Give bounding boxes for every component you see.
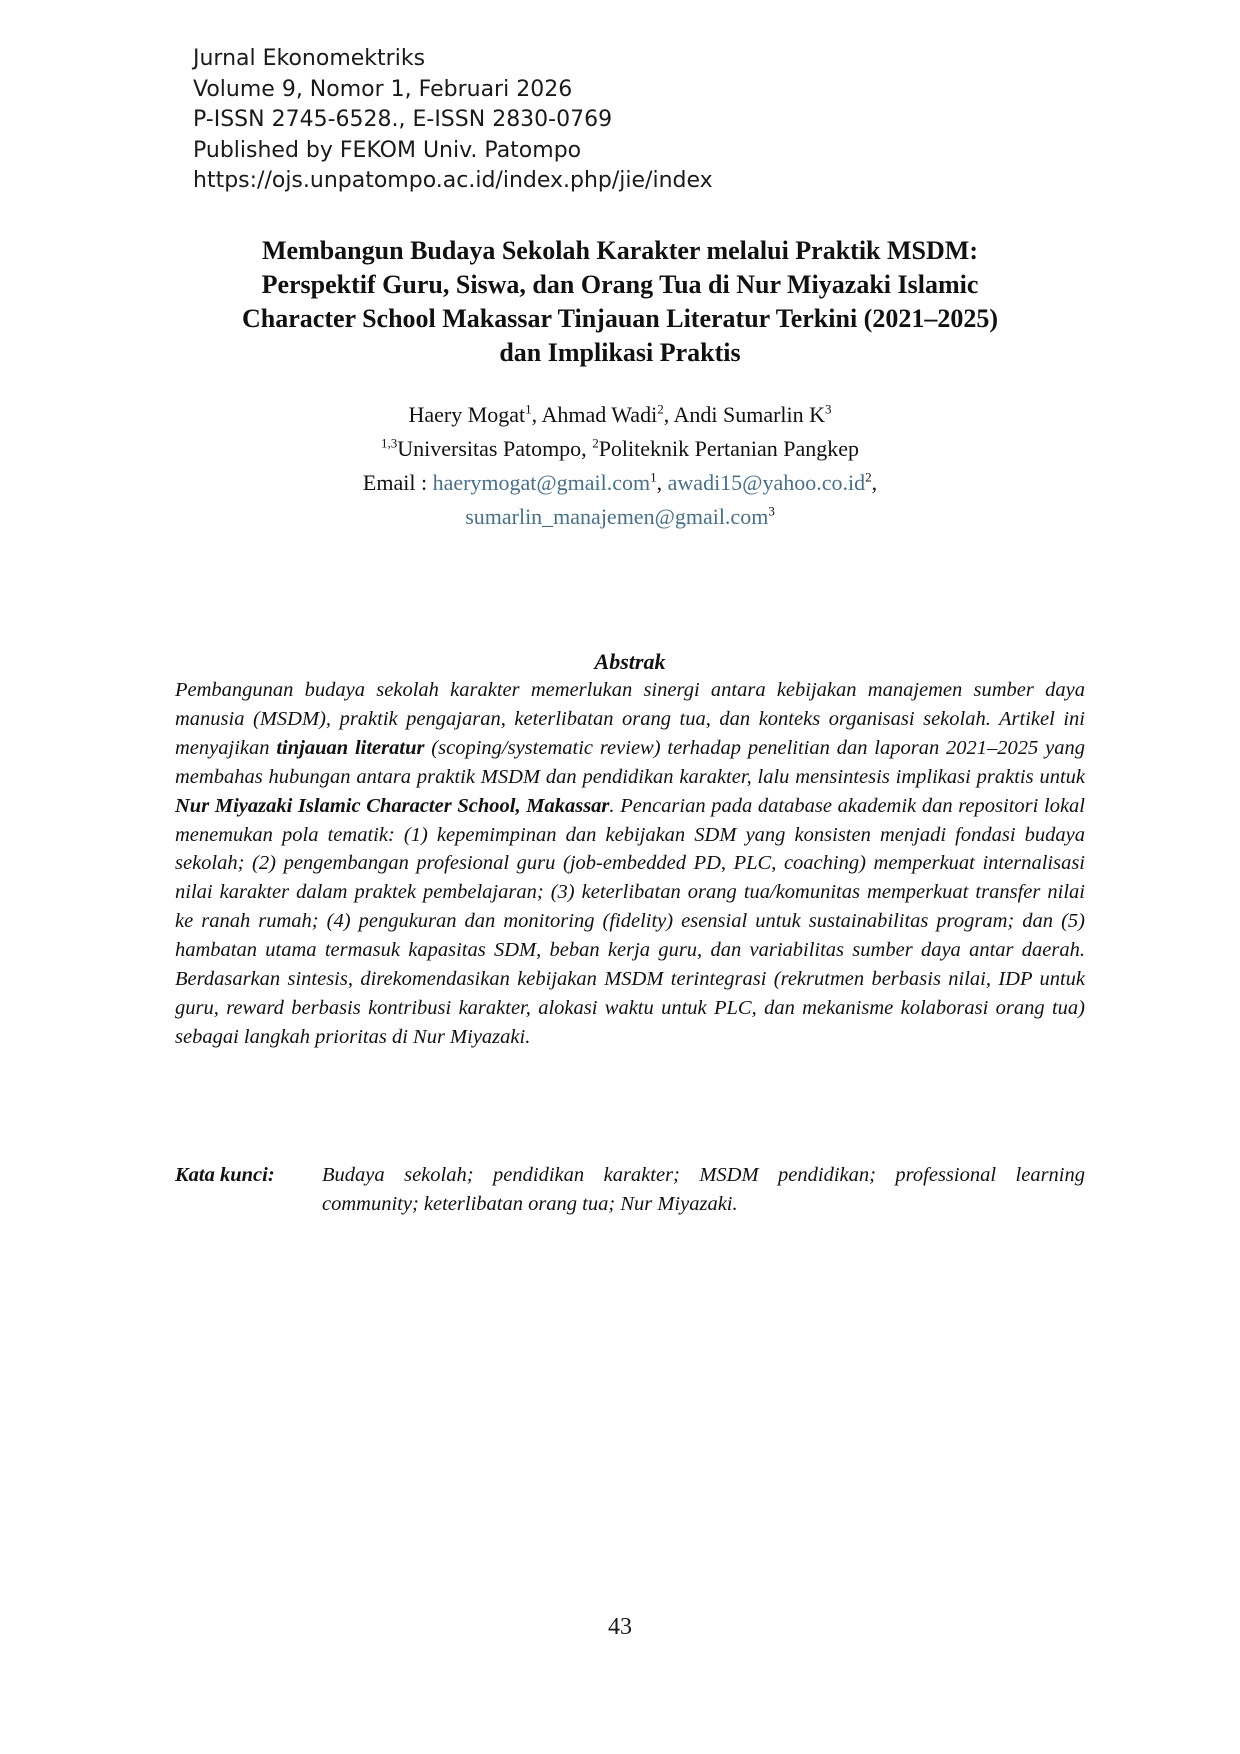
keywords-label: Kata kunci:	[175, 1164, 275, 1186]
author-3: Andi Sumarlin K	[673, 402, 826, 427]
authors-block	[130, 398, 1110, 534]
author-separator: ,	[663, 402, 674, 427]
author-2-sup: 2	[657, 401, 664, 417]
author-2: Ahmad Wadi	[541, 402, 658, 427]
keywords-value: Budaya sekolah; pendidikan karakter; MSDM pendidikan; professional learning community; keterlibatan orang tua; Nur Miyazaki.	[322, 1164, 1085, 1215]
email-3-link[interactable]: sumarlin_manajemen@gmail.com	[465, 504, 769, 529]
abstract-part-2: (scoping/systematic review) terhadap penelitian dan laporan 2021–2025 yang membahas hubungan antara praktik MSDM dan pendidikan karakter, lalu mensintesis implikasi praktis untuk	[175, 736, 1085, 788]
abstract-part-1: Pembangunan budaya sekolah karakter memerlukan sinergi antara kebijakan manajemen sumber daya manusia (MSDM), praktik pengajaran, keterlibatan orang tua, dan konteks organisasi sekolah. Artikel ini menyajikan	[175, 679, 1085, 759]
author-1-sup: 1	[525, 401, 532, 417]
page-number: 43	[608, 1614, 632, 1640]
affiliation-1: Universitas Patompo,	[397, 436, 593, 461]
email-separator: ,	[871, 470, 878, 495]
abstract-body	[175, 676, 1085, 1052]
email-label: Email :	[362, 470, 433, 495]
email-2-sup: 2	[865, 469, 872, 485]
email-3-sup: 3	[768, 503, 775, 519]
abstract-heading: Abstrak	[594, 649, 666, 674]
keywords	[175, 1161, 1085, 1219]
email-line-2	[130, 500, 1110, 534]
author-1: Haery Mogat	[408, 402, 526, 427]
author-3-sup: 3	[825, 401, 832, 417]
email-2-link[interactable]: awadi15@yahoo.co.id	[667, 470, 866, 495]
title-line-4: dan Implikasi Praktis	[499, 338, 741, 367]
affiliation-2-sup: 2	[592, 435, 599, 451]
author-separator: ,	[531, 402, 542, 427]
affiliation-2: Politeknik Pertanian Pangkep	[598, 436, 859, 461]
journal-issn: P-ISSN 2745-6528., E-ISSN 2830-0769	[193, 107, 613, 132]
email-line	[130, 466, 1110, 500]
title-line-3: Character School Makassar Tinjauan Literatur Terkini (2021–2025)	[242, 304, 998, 333]
email-1-link[interactable]: haerymogat@gmail.com	[432, 470, 651, 495]
email-separator: ,	[656, 470, 668, 495]
email-1-sup: 1	[650, 469, 657, 485]
journal-name: Jurnal Ekonomektriks	[193, 46, 426, 71]
affiliation-line	[130, 432, 1110, 466]
affiliation-1-sup: 1,3	[381, 435, 398, 451]
journal-volume: Volume 9, Nomor 1, Februari 2026	[193, 76, 573, 102]
abstract-bold-1: tinjauan literatur	[276, 736, 425, 759]
journal-header	[193, 44, 713, 197]
journal-url[interactable]: https://ojs.unpatompo.ac.id/index.php/jie/index	[193, 168, 713, 193]
paper-title	[130, 234, 1110, 370]
title-line-1: Membangun Budaya Sekolah Karakter melalui Praktik MSDM:	[261, 236, 978, 265]
journal-publisher: Published by FEKOM Univ. Patompo	[193, 137, 582, 163]
title-line-2: Perspektif Guru, Siswa, dan Orang Tua di Nur Miyazaki Islamic	[261, 270, 979, 299]
abstract-part-3: . Pencarian pada database akademik dan repositori lokal menemukan pola tematik: (1) kepemimpinan dan kebijakan SDM yang konsisten menjadi fondasi budaya sekolah; (2) pengembangan profesional guru (job-embedded PD, PLC, coaching) memperkuat internalisasi nilai karakter dalam praktek pembelajaran; (3) keterlibatan orang tua/komunitas memperkuat transfer nilai ke ranah rumah; (4) pengukuran dan monitoring (fidelity) esensial untuk sustainabilitas program; dan (5) hambatan utama termasuk kapasitas SDM, beban kerja guru, dan variabilitas sumber daya antar daerah. Berdasarkan sintesis, direkomendasikan kebijakan MSDM terintegrasi (rekrutmen berbasis nilai, IDP untuk guru, reward berbasis kontribusi karakter, alokasi waktu untuk PLC, dan mekanisme kolaborasi orang tua) sebagai langkah prioritas di Nur Miyazaki.	[175, 794, 1085, 1048]
author-line	[130, 398, 1110, 432]
abstract-bold-2: Nur Miyazaki Islamic Character School, Makassar	[175, 794, 610, 817]
